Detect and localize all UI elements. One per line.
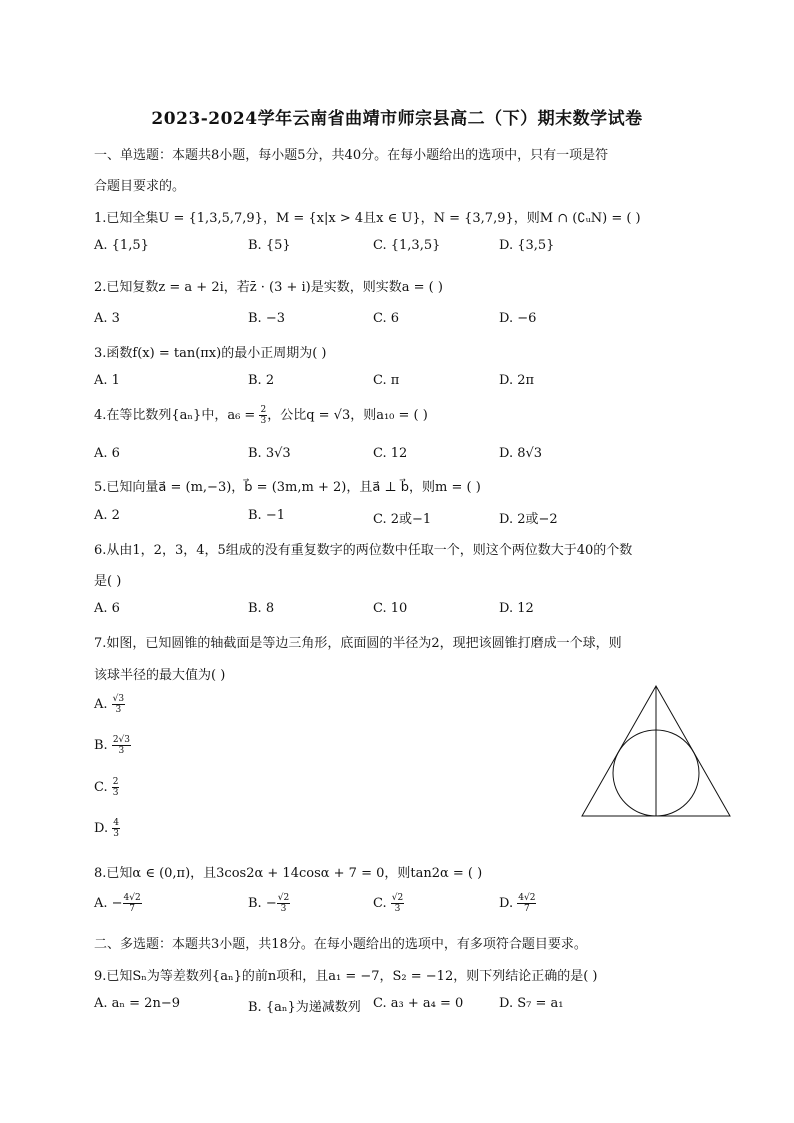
question-4-stem-post: ，公比q = √3，则a₁₀ = ( ): [267, 408, 428, 423]
question-5-option-d: D. 2或−2: [499, 512, 558, 527]
question-4-option-d: D. 8√3: [499, 446, 543, 461]
question-6-option-a: A. 6: [94, 601, 120, 616]
question-1-option-b: B. {5}: [248, 238, 291, 253]
question-4-stem: [94, 404, 428, 426]
question-4-option-b: B. 3√3: [248, 446, 291, 461]
question-6-stem-line2: 是( ): [94, 574, 122, 589]
exam-title: 2023-2024学年云南省曲靖市师宗县高二（下）期末数学试卷: [151, 109, 643, 129]
question-7-option-b: B. $\frac{2√3}{3}$: [94, 735, 131, 756]
question-2-option-a: A. 3: [94, 311, 120, 326]
question-2-option-c: C. 6: [373, 311, 400, 326]
question-7-stem-line1: 7.如图，已知圆锥的轴截面是等边三角形，底面圆的半径为2，现把该圆锥打磨成一个球，则: [94, 636, 622, 651]
question-3-option-b: B. 2: [248, 373, 275, 388]
question-8-option-a: A. − $\frac{4√2}{7}$: [94, 893, 141, 914]
question-6-option-c: C. 10: [373, 601, 408, 616]
question-6-stem-line1: 6.从由1，2，3，4，5组成的没有重复数字的两位数中任取一个，则这个两位数大于40的个数: [94, 543, 633, 558]
question-5-option-c: C. 2或−1: [373, 512, 432, 527]
section1-heading-line2: 合题目要求的。: [94, 179, 186, 194]
question-9-stem: 9.已知Sₙ为等差数列{aₙ}的前n项和，且a₁ = −7，S₂ = −12，则下列结论正确的是( ): [94, 969, 598, 984]
question-8-option-c: C. $\frac{√2}{3}$: [373, 893, 404, 914]
question-2-option-d: D. −6: [499, 311, 537, 326]
question-8-stem: 8.已知α ∈ (0,π)，且3cos2α + 14cosα + 7 = 0，则tan2α = ( ): [94, 866, 483, 881]
question-4-option-a: A. 6: [94, 446, 120, 461]
question-2-option-b: B. −3: [248, 311, 285, 326]
question-6-option-b: B. 8: [248, 601, 275, 616]
question-5-option-a: A. 2: [94, 508, 120, 523]
question-7-option-a: A. $\frac{√3}{3}$: [94, 694, 125, 715]
question-9-option-a: A. aₙ = 2n−9: [94, 996, 180, 1011]
question-6-option-d: D. 12: [499, 601, 534, 616]
question-1-option-a: A. {1,5}: [94, 238, 149, 253]
question-1-stem: 1.已知全集U = {1,3,5,7,9}，M = {x|x > 4且x ∈ U}，N = {3,7,9}，则M ∩ (∁ᵤN) = ( ): [94, 211, 641, 226]
question-7-option-c: C. $\frac{2}{3}$: [94, 777, 119, 798]
question-3-stem: 3.函数f(x) = tan(πx)的最小正周期为( ): [94, 346, 327, 361]
question-8-option-b: B. − $\frac{√2}{3}$: [248, 893, 290, 914]
question-1-option-d: D. {3,5}: [499, 238, 555, 253]
question-2-stem: 2.已知复数z = a + 2i，若z̄ · (3 + i)是实数，则实数a = ( ): [94, 280, 443, 295]
question-5-stem: 5.已知向量a⃗ = (m,−3)，b⃗ = (3m,m + 2)，且a⃗ ⊥ b⃗，则m = ( ): [94, 480, 481, 495]
question-9-option-b: B. {aₙ}为递减数列: [248, 1000, 361, 1015]
cone-cross-section-figure: [578, 684, 734, 820]
question-9-option-d: D. S₇ = a₁: [499, 996, 564, 1011]
question-7-option-d: D. $\frac{4}{3}$: [94, 818, 119, 839]
question-4-stem-pre: 4.在等比数列{aₙ}中，a₆ =: [94, 408, 260, 423]
question-4-option-c: C. 12: [373, 446, 408, 461]
question-3-option-c: C. π: [373, 373, 400, 388]
question-3-option-a: A. 1: [94, 373, 120, 388]
question-8-option-d: D. $\frac{4√2}{7}$: [499, 893, 536, 914]
question-1-option-c: C. {1,3,5}: [373, 238, 441, 253]
question-3-option-d: D. 2π: [499, 373, 535, 388]
question-9-option-c: C. a₃ + a₄ = 0: [373, 996, 464, 1011]
question-4-stem-fraction: $\frac{2}{3}$: [260, 405, 267, 426]
section1-heading-line1: 一、单选题：本题共8小题，每小题5分，共40分。在每小题给出的选项中，只有一项是符: [94, 148, 609, 163]
question-7-stem-line2: 该球半径的最大值为( ): [94, 668, 226, 683]
question-5-option-b: B. −1: [248, 508, 285, 523]
section2-heading: 二、多选题：本题共3小题，共18分。在每小题给出的选项中，有多项符合题目要求。: [94, 937, 587, 952]
